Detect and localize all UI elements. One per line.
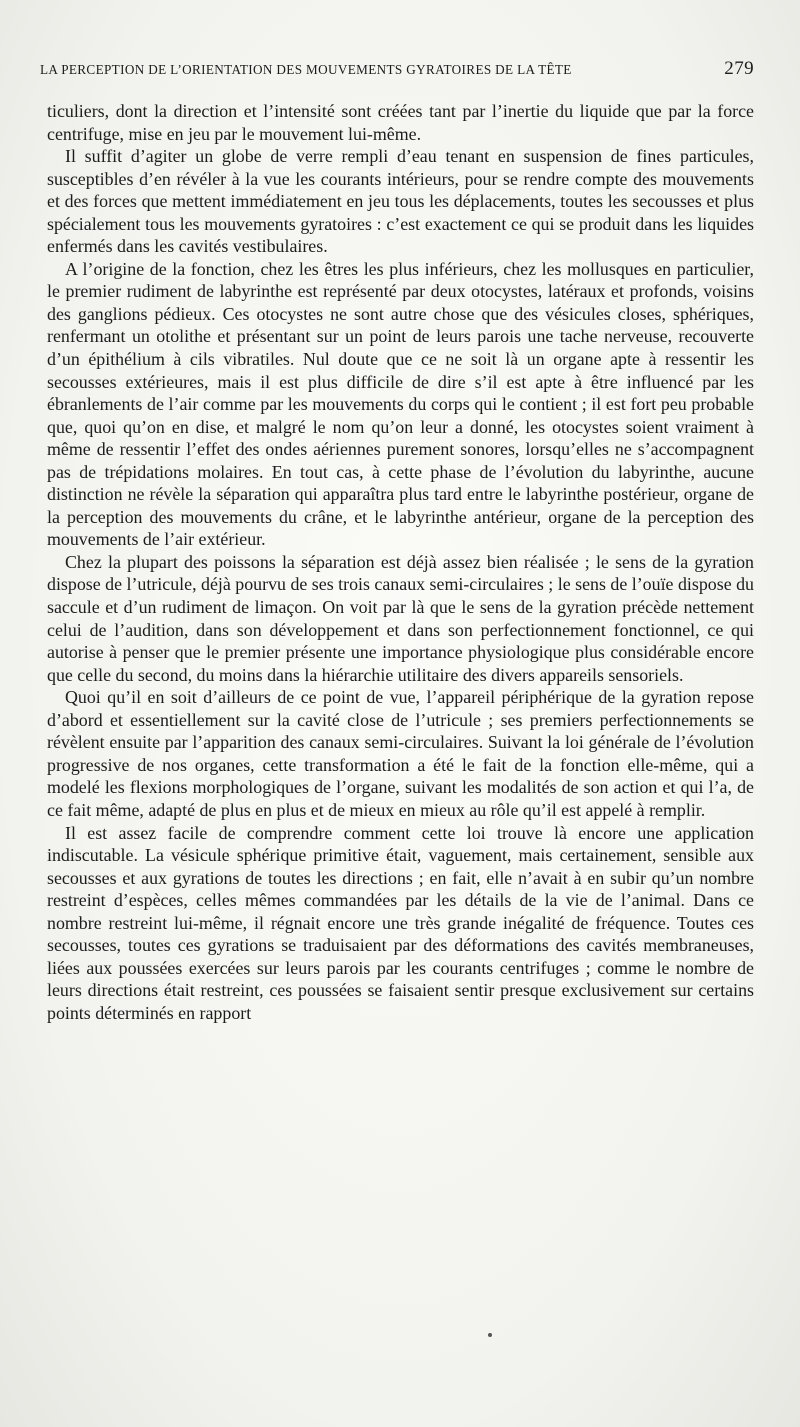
paragraph: Il est assez facile de comprendre comment cette loi trouve là encore une application indiscutable. La vésicule sphérique primitive était, vaguement, mais certainement, sensible aux secousses et aux gyrations de toutes les directions ; en fait, elle n’avait à en subir qu’un nombre restreint d’espèces, celles mêmes commandées par les détails de la vie de l’animal. Dans ce nombre restreint lui-même, il régnait encore une très grande inégalité de fréquence. Toutes ces secousses, toutes ces gyrations se traduisaient par des déformations des cavités membraneuses, liées aux poussées exercées sur leurs parois par les courants centrifuges ; comme le nombre de leurs directions était restreint, ces poussées se faisaient sentir presque exclusivement sur certains points déterminés en rapport xyxy=(47,822,754,1023)
paragraph-continuation: ticuliers, dont la direction et l’intensité sont créées tant par l’inertie du liquide que par la force centrifuge, mise en jeu par le mouvement lui-même. xyxy=(47,101,754,144)
paragraph: A l’origine de la fonction, chez les êtres les plus inférieurs, chez les mollusques en particulier, le premier rudiment de labyrinthe est représenté par deux otocystes, latéraux et profonds, voisins des ganglions pédieux. Ces otocystes ne sont autre chose que des vésicules closes, sphériques, renfermant un otolithe et présentant sur un point de leurs parois une tache nerveuse, recouverte d’un épithélium à cils vibratiles. Nul doute que ce ne soit là un organe apte à ressentir les secousses extérieures, mais il est plus difficile de dire s’il est apte à être influencé par les ébranlements de l’air comme par les mouvements du corps qui le contient ; il est fort peu probable que, quoi qu’on en dise, et malgré le nom qu’on leur a donné, les otocystes soient vraiment à même de ressentir l’effet des ondes aériennes purement sonores, lorsqu’elles ne s’accompagnent pas de trépidations molaires. En tout cas, à cette phase de l’évolution du labyrinthe, aucune distinction ne révèle la séparation qui apparaîtra plus tard entre le labyrinthe postérieur, organe de la perception des mouvements du crâne, et le labyrinthe antérieur, organe de la perception des mouvements de l’air extérieur. xyxy=(47,258,754,550)
paragraph: Quoi qu’il en soit d’ailleurs de ce point de vue, l’appareil périphérique de la gyration repose d’abord et essentiellement sur la cavité close de l’utricule ; ses premiers perfectionnements se révèlent ensuite par l’apparition des canaux semi-circulaires. Suivant la loi générale de l’évolution progressive de nos organes, cette transformation a été le fait de la fonction elle-même, qui a modelé les flexions morphologiques de l’organe, suivant les modalités de son action et qui l’a, de ce fait même, adapté de plus en plus et de mieux en mieux au rôle qu’il est appelé à remplir. xyxy=(47,687,754,820)
ink-speck xyxy=(488,1333,492,1337)
running-title: LA PERCEPTION DE L’ORIENTATION DES MOUVEMENTS GYRATOIRES DE LA TÊTE xyxy=(40,62,572,77)
page-header xyxy=(40,58,754,80)
paragraph: Il suffit d’agiter un globe de verre rempli d’eau tenant en suspension de fines particules, susceptibles d’en révéler à la vue les courants intérieurs, pour se rendre compte des mouvements et des forces que mettent immédiatement en jeu tous les déplacements, toutes les secousses et plus spécialement tous les mouvements gyratoires : c’est exactement ce qui se produit dans les liquides enfermés dans les cavités vestibulaires. xyxy=(47,146,754,257)
body-text xyxy=(47,100,754,1024)
paragraph: Chez la plupart des poissons la séparation est déjà assez bien réalisée ; le sens de la gyration dispose de l’utricule, déjà pourvu de ses trois canaux semi-circulaires ; le sens de l’ouïe dispose du saccule et d’un rudiment de limaçon. On voit par là que le sens de la gyration précède nettement celui de l’audition, dans son développement et dans son perfectionnement fonctionnel, ce qui autorise à penser que le premier présente une importance physiologique plus considérable encore que celle du second, du moins dans la hiérarchie utilitaire des divers appareils sensoriels. xyxy=(47,551,754,685)
page-number: 279 xyxy=(724,58,754,79)
